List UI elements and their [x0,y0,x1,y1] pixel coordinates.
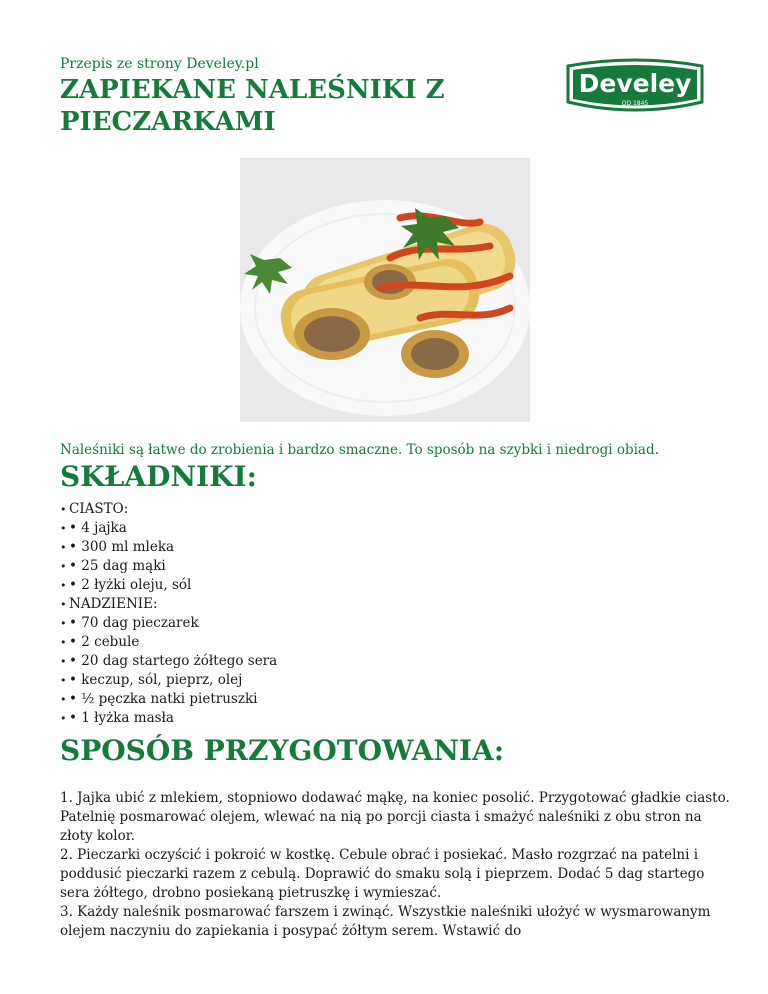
dish-photo [240,158,530,422]
list-item: • • 300 ml mleka [60,538,277,557]
list-item: • • 70 dag pieczarek [60,614,277,633]
list-item: • • 1 łyżka masła [60,709,277,728]
ingredients-heading: SKŁADNIKI: [60,460,257,493]
step-1: 1. Jajka ubić z mlekiem, stopniowo dodawać mąkę, na koniec posolić. Przygotować gładkie ciasto. Patelnię posmarować olejem, wlewać na nią po porcji ciasta i smażyć naleśniki z obu stron na złoty kolor. [60,790,730,844]
list-item: • CIASTO: [60,500,277,519]
list-item: • • 25 dag mąki [60,557,277,576]
list-item: • • 4 jajka [60,519,277,538]
step-2: 2. Pieczarki oczyścić i pokroić w kostkę. Cebule obrać i posiekać. Masło rozgrzać na patelni i poddusić pieczarki razem z cebulą. Doprawić do smaku solą i pieprzem. Dodać 5 dag startego sera żółtego, drobno posiekaną pietruszkę i wymieszać. [60,847,705,901]
preparation-heading: SPOSÓB PRZYGOTOWANIA: [60,734,505,767]
list-item: • NADZIENIE: [60,595,277,614]
list-item: • • 20 dag startego żółtego sera [60,652,277,671]
step-3: 3. Każdy naleśnik posmarować farszem i zwinąć. Wszystkie naleśniki ułożyć w wysmarowanym olejem naczyniu do zapiekania i posypać żółtym serem. Wstawić do [60,904,711,939]
list-item: • • 2 łyżki oleju, sól [60,576,277,595]
logo-tagline: OD 1845 [621,100,649,107]
recipe-title: ZAPIEKANE NALEŚNIKI Z PIECZARKAMI [60,75,445,137]
logo-brand: Develey [578,69,692,98]
develey-logo [562,56,708,122]
list-item: • • 2 cebule [60,633,277,652]
list-item: • • keczup, sól, pieprz, olej [60,671,277,690]
source-line: Przepis ze strony Develey.pl [60,56,259,72]
intro-text: Naleśniki są łatwe do zrobienia i bardzo smaczne. To sposób na szybki i niedrogi obiad. [60,442,659,458]
list-item: • • ½ pęczka natki pietruszki [60,690,277,709]
ingredients-list [60,500,277,728]
preparation-steps [60,789,730,941]
